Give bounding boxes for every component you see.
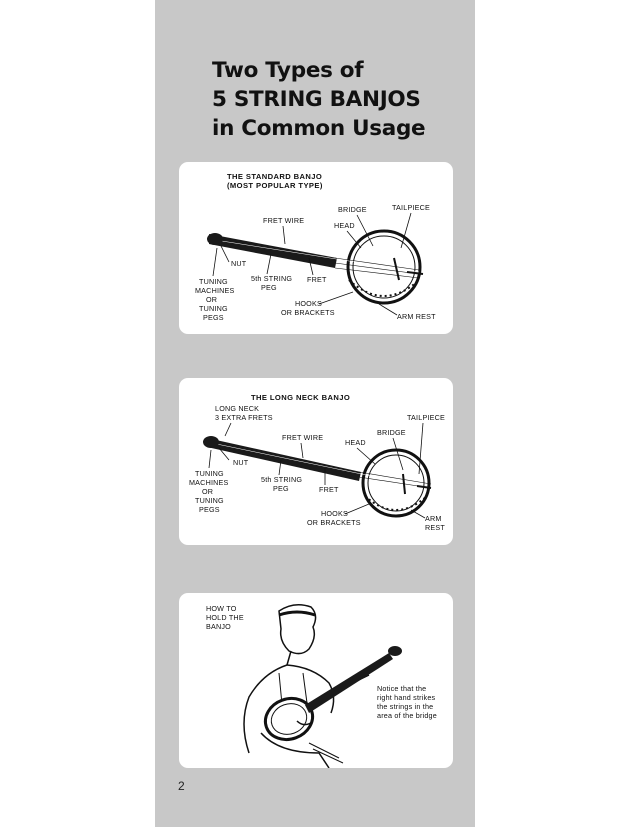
holding-note [377,684,437,720]
standard-banjo-neck [209,234,337,268]
long-neck-banjo-rim [363,450,429,516]
long-neck-heading: THE LONG NECK BANJO [251,393,351,402]
svg-text:TUNING: TUNING [195,496,224,505]
title-line-1: Two Types of [212,58,364,83]
svg-text:TUNING: TUNING [199,277,228,286]
label-5th-string-peg-long [261,475,302,493]
how-to-hold-card [179,593,453,768]
label-fret: FRET [307,275,327,284]
standard-banjo-diagram [179,162,453,334]
label-arm-rest-long [425,514,445,532]
svg-text:5th STRING: 5th STRING [251,274,293,283]
svg-text:area of the bridge: area of the bridge [377,711,437,720]
svg-text:PEGS: PEGS [203,313,224,322]
standard-heading-line-2: (MOST POPULAR TYPE) [227,181,323,190]
svg-text:TUNING: TUNING [199,304,228,313]
svg-text:TUNING: TUNING [195,469,224,478]
svg-text:PEG: PEG [261,283,277,292]
svg-text:MACHINES: MACHINES [195,286,235,295]
svg-text:LONG NECK: LONG NECK [215,404,260,413]
title-line-3: in Common Usage [212,116,426,141]
page-title [212,56,462,143]
label-head: HEAD [334,221,355,230]
page-number: 2 [178,779,185,793]
label-fret-wire: FRET WIRE [263,216,305,225]
svg-text:HOOKS: HOOKS [321,509,348,518]
label-bridge-long: BRIDGE [377,428,406,437]
label-tailpiece-long: TAILPIECE [407,413,446,422]
label-long-neck-extra-frets [215,404,273,422]
long-neck-banjo-diagram [179,378,453,545]
label-tuning-machines-long [189,469,229,514]
long-neck-banjo-illustration [203,436,431,516]
label-hooks-or-brackets-long [307,509,361,527]
svg-text:right hand strikes: right hand strikes [377,693,436,702]
label-arm-rest: ARM REST [397,312,436,321]
standard-banjo-peghead [207,233,223,245]
svg-text:HOLD THE: HOLD THE [206,613,244,622]
label-head-long: HEAD [345,438,366,447]
svg-text:the strings in the: the strings in the [377,702,434,711]
svg-text:OR: OR [206,295,218,304]
svg-text:REST: REST [425,523,445,532]
svg-text:BANJO: BANJO [206,622,231,631]
label-fret-wire-long: FRET WIRE [282,433,324,442]
svg-text:3 EXTRA FRETS: 3 EXTRA FRETS [215,413,273,422]
svg-text:OR: OR [202,487,214,496]
standard-banjo-card [179,162,453,334]
svg-text:HOOKS: HOOKS [295,299,322,308]
label-tailpiece: TAILPIECE [392,203,431,212]
label-bridge: BRIDGE [338,205,367,214]
svg-text:OR BRACKETS: OR BRACKETS [307,518,361,527]
svg-text:MACHINES: MACHINES [189,478,229,487]
svg-text:5th STRING: 5th STRING [261,475,303,484]
how-to-hold-caption [206,604,244,631]
svg-text:ARM: ARM [425,514,442,523]
label-nut-long: NUT [233,458,249,467]
svg-text:Notice that the: Notice that the [377,684,427,693]
long-neck-banjo-peghead [203,436,219,448]
svg-text:PEG: PEG [273,484,289,493]
title-line-2: 5 STRING BANJOS [212,87,421,112]
svg-text:HOW TO: HOW TO [206,604,237,613]
label-fret-long: FRET [319,485,339,494]
label-tuning-machines [195,277,235,322]
label-5th-string-peg [251,274,292,292]
standard-heading-line-1: THE STANDARD BANJO [227,172,323,181]
svg-text:PEGS: PEGS [199,505,220,514]
long-neck-banjo-card [179,378,453,545]
label-nut: NUT [231,259,247,268]
svg-text:OR BRACKETS: OR BRACKETS [281,308,335,317]
standard-banjo-rim [348,231,420,303]
how-to-hold-illustration [179,593,453,768]
